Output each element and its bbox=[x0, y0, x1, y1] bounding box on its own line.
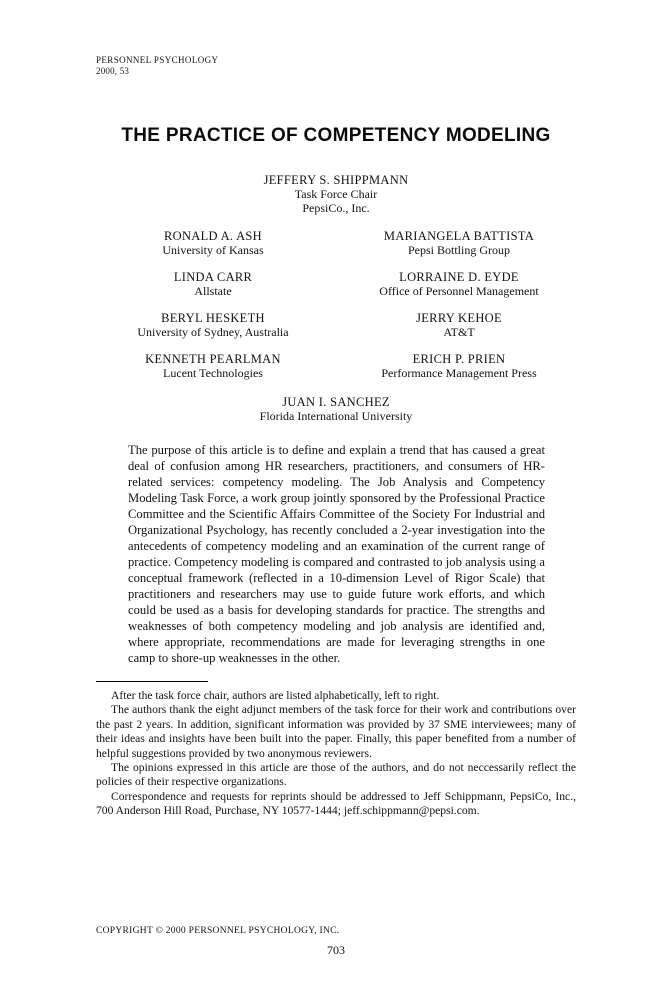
final-author-affiliation: Florida International University bbox=[259, 409, 413, 423]
author-affiliation: Allstate bbox=[194, 284, 232, 298]
abstract-text: The purpose of this article is to define and explain a trend that has caused a great deal of confusion among HR researchers, practitioners, and consumers of HR-related services: competency modeling. The Job Analysis and Competency Modeling Task Force, a work group jointly sponsored by the Professional Practice Committee and the Scientific Affairs Committee of the Society For Industrial and Organizational Psychology, has recently concluded a 2-year investigation into the antecedents of competency modeling and an examination of the current range of practice. Competency modeling is compared and contrasted to job analysis using a conceptual framework (reflected in a 10-dimension Level of Rigor Scale) that practitioners and researchers may use to guide future work efforts, and which could be used as a basis for developing standards for practice. The strengths and weaknesses of both competency modeling and job analysis are identified and, where appropriate, recommendations are made for leveraging strengths in one camp to shore-up weaknesses in the other. bbox=[128, 443, 545, 665]
author-name: KENNETH PEARLMAN bbox=[145, 352, 281, 366]
lead-author-name: JEFFERY S. SHIPPMANN bbox=[263, 173, 409, 187]
journal-header bbox=[96, 55, 576, 77]
final-author-name: JUAN I. SANCHEZ bbox=[282, 395, 390, 409]
journal-volume: 2000, 53 bbox=[96, 66, 130, 76]
footnotes-section bbox=[96, 689, 576, 819]
final-author-block bbox=[96, 395, 576, 423]
footnote-paragraph: The authors thank the eight adjunct members of the task force for their work and contributions over the past 2 years. In addition, significant information was provided by 37 SME interviewees; many of their ideas and insights have been built into the paper. Finally, this paper benefited from a number of helpful suggestions provided by two anonymous reviewers. bbox=[96, 703, 576, 760]
author-name: MARIANGELA BATTISTA bbox=[383, 229, 535, 243]
author-block bbox=[96, 311, 330, 339]
footnote-paragraph: Correspondence and requests for reprints should be addressed to Jeff Schippmann, PepsiCo, Inc., 700 Anderson Hill Road, Purchase, NY 10577-1444; jeff.schippmann@pepsi.com. bbox=[96, 789, 576, 818]
author-name: JERRY KEHOE bbox=[416, 311, 502, 325]
footnote-separator-rule bbox=[96, 681, 208, 682]
author-affiliation: Office of Personnel Management bbox=[379, 284, 539, 298]
author-block bbox=[342, 311, 576, 339]
lead-author-role: Task Force Chair bbox=[294, 187, 378, 201]
author-name: BERYL HESKETH bbox=[161, 311, 265, 325]
author-block bbox=[96, 270, 330, 298]
author-name: LINDA CARR bbox=[173, 270, 253, 284]
author-name: LORRAINE D. EYDE bbox=[399, 270, 519, 284]
author-affiliation: University of Kansas bbox=[162, 243, 264, 257]
author-block bbox=[342, 352, 576, 380]
lead-author-block bbox=[96, 173, 576, 215]
journal-name: PERSONNEL PSYCHOLOGY bbox=[96, 55, 219, 65]
author-block bbox=[342, 229, 576, 257]
author-block bbox=[96, 352, 330, 380]
lead-author-affiliation: PepsiCo., Inc. bbox=[302, 201, 370, 215]
author-affiliation: University of Sydney, Australia bbox=[137, 325, 289, 339]
author-affiliation: Performance Management Press bbox=[381, 366, 537, 380]
footnote-paragraph: After the task force chair, authors are listed alphabetically, left to right. bbox=[111, 689, 440, 702]
author-grid bbox=[96, 229, 576, 380]
author-affiliation: AT&T bbox=[443, 325, 475, 339]
author-name: RONALD A. ASH bbox=[163, 229, 262, 243]
author-block bbox=[342, 270, 576, 298]
paper-title: THE PRACTICE OF COMPETENCY MODELING bbox=[121, 125, 551, 146]
author-name: ERICH P. PRIEN bbox=[412, 352, 506, 366]
footnote-paragraph: The opinions expressed in this article are those of the authors, and do not neccessarily reflect the policies of their respective organizations. bbox=[96, 761, 576, 789]
author-block bbox=[96, 229, 330, 257]
copyright-notice: COPYRIGHT © 2000 PERSONNEL PSYCHOLOGY, INC. bbox=[96, 926, 340, 936]
author-affiliation: Lucent Technologies bbox=[163, 366, 263, 380]
author-affiliation: Pepsi Bottling Group bbox=[407, 243, 510, 257]
page-number: 703 bbox=[327, 943, 345, 957]
